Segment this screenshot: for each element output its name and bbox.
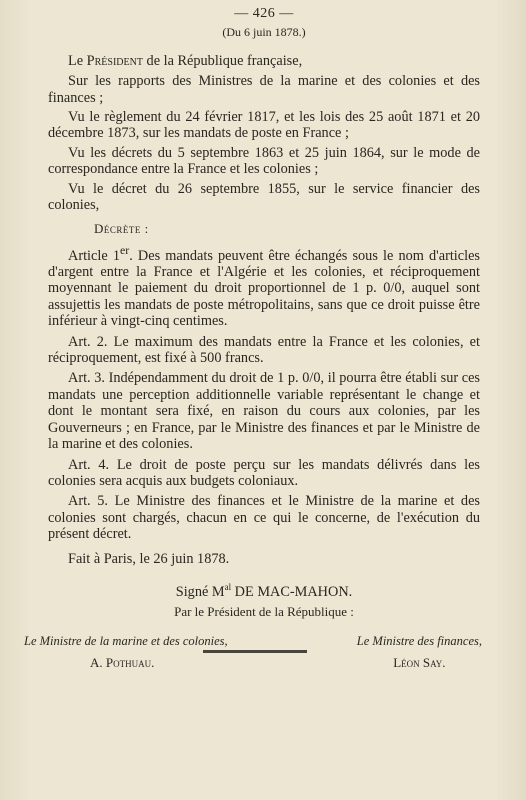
preamble-title: Président	[86, 52, 143, 69]
minister-finances-name: Léon Say.	[393, 654, 446, 670]
signature-prefix: Signé M	[175, 583, 225, 600]
article-1-text: . Des mandats peuvent être échangés sous le nom d'articles d'argent entre la France et l'Algérie et les colonies, et réciproquement moyennant le paiement du droit proportionnel de 1 p. 0/0, auquel sont assujettis les mandats de poste métropolitains, sans que ce droit puisse être inférieur à vingt-cinq centimes.	[48, 247, 480, 330]
preamble	[48, 53, 480, 69]
decree-date: (Du 6 juin 1878.)	[222, 25, 306, 40]
preamble-rest: de la République française,	[146, 52, 303, 69]
consideration-decret-1855: Vu le décret du 26 septembre 1855, sur le service financier des colonies,	[48, 180, 480, 214]
fait-a-paris: Fait à Paris, le 26 juin 1878.	[68, 550, 230, 567]
article-1-sup: er	[119, 242, 130, 257]
article-2-text: Le maximum des mandats entre la France et les colonies, et réciproquement, est fixé à 500 francs.	[48, 333, 480, 367]
minister-finances-role: Le Ministre des finances,	[356, 633, 482, 648]
decree-text	[24, 6, 482, 671]
signature-name: DE MAC-MAHON.	[231, 583, 353, 600]
par-le-president: Par le Président de la République :	[174, 604, 354, 620]
article-5-label: Art. 5.	[68, 493, 109, 510]
article-3-label: Art. 3.	[68, 370, 105, 387]
consideration-reglement: Vu le règlement du 24 février 1817, et les lois des 25 août 1871 et 20 décembre 1873, sur les mandats de poste en France ;	[48, 109, 480, 142]
signature-sup: al	[224, 581, 232, 592]
minister-marine-name: A. Pothuau.	[90, 654, 155, 670]
article-4-text: Le droit de poste perçu sur les mandats délivrés dans les colonies sera acquis aux budgets coloniaux.	[48, 456, 480, 489]
preamble-le: Le	[68, 52, 84, 69]
article-4	[48, 457, 480, 490]
article-1	[48, 242, 480, 330]
consideration-rapports: Sur les rapports des Ministres de la marine et des colonies et des finances ;	[48, 73, 480, 106]
minister-finances	[357, 633, 494, 672]
article-2	[48, 334, 480, 367]
consideration-decrets: Vu les décrets du 5 septembre 1863 et 25 juin 1864, sur le mode de correspondance entre la France et les colonies ;	[48, 144, 480, 178]
signature-line	[48, 579, 480, 600]
minister-marine	[24, 633, 228, 672]
article-5	[48, 493, 480, 542]
page-number: — 426 —	[234, 6, 294, 21]
article-3-text: Indépendamment du droit de 1 p. 0/0, il pourra être établi sur ces mandats une perception additionnelle variable représentant le change et dont le montant sera fixé, en raison du cours aux colonies, par les Gouverneurs ; en France, par le Ministre des finances et par le Ministre de la marine et des colonies.	[48, 370, 480, 453]
article-4-label: Art. 4.	[68, 456, 110, 473]
article-3	[48, 370, 480, 452]
article-2-label: Art. 2.	[68, 333, 108, 350]
decrete-label: Décrète :	[94, 221, 149, 237]
closing-rule	[203, 650, 307, 653]
article-5-text: Le Ministre des finances et le Ministre de la marine et des colonies sont chargés, chacun en ce qui le concerne, de l'exécution du présent décret.	[48, 493, 480, 543]
minister-marine-role: Le Ministre de la marine et des colonies,	[24, 633, 228, 648]
article-1-label: Article 1	[68, 247, 120, 264]
